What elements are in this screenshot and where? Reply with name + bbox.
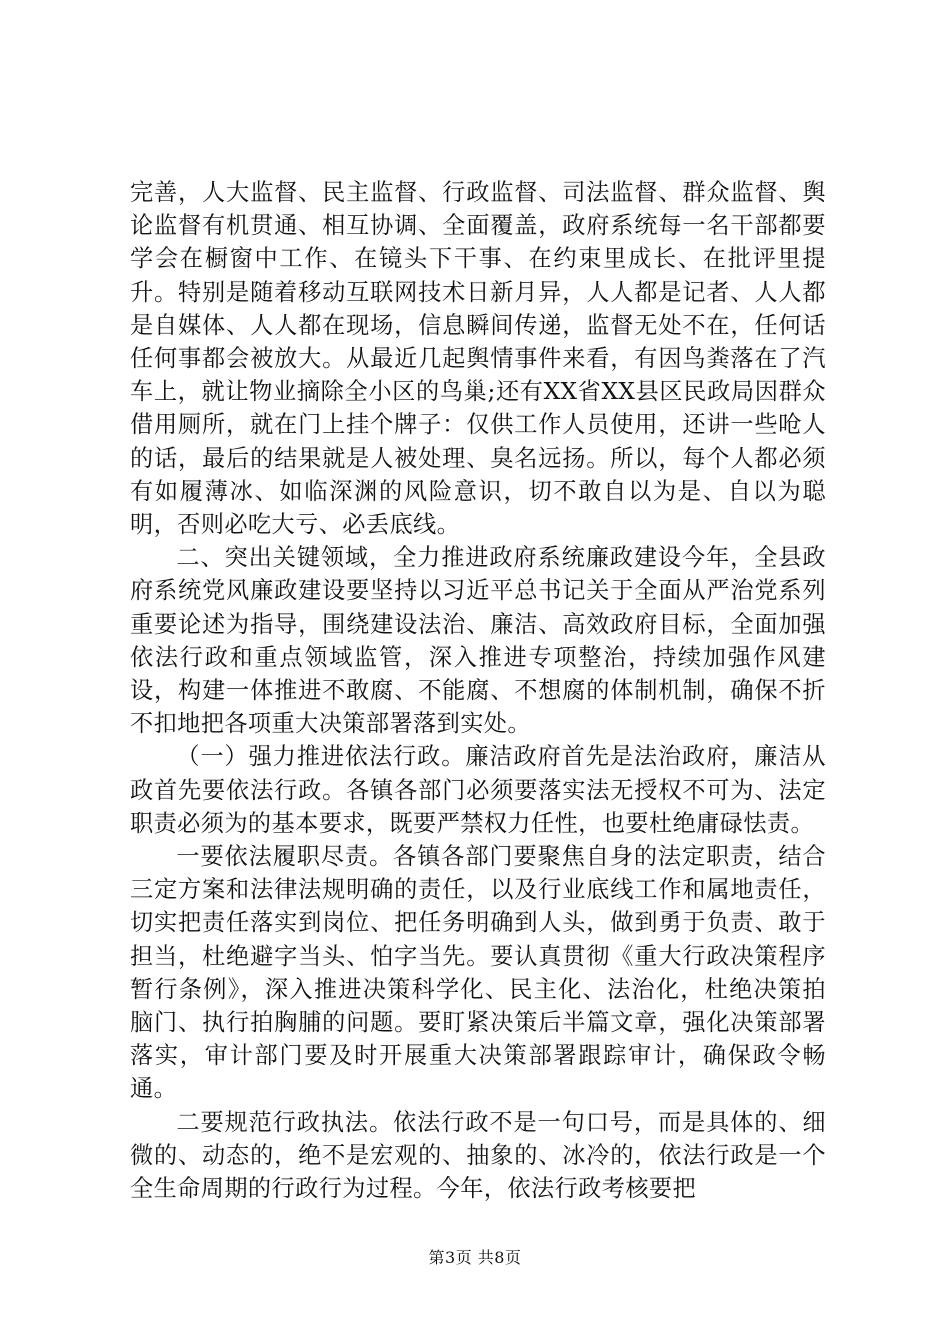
paragraph-continued: 完善，人大监督、民主监督、行政监督、司法监督、群众监督、舆论监督有机贯通、相互协调、全面覆盖，政府系统每一名干部都要学会在橱窗中工作、在镜头下干事、在约束里成长、在批评里提升。特别是随着移动互联网技术日新月异，人人都是记者、人人都是自媒体、人人都在现场，信息瞬间传递，监督无处不在，任何话任何事都会被放大。从最近几起舆情事件来看，有因鸟粪落在了汽车上，就让物业摘除全小区的鸟巢;还有XX省XX县区民政局因群众借用厕所，就在门上挂个牌子：仅供工作人员使用，还讲一些呛人的话，最后的结果就是人被处理、臭名远扬。所以，每个人都必须有如履薄冰、如临深渊的风险意识，切不敢自以为是、自以为聪明，否则必吃大亏、必丢底线。: [130, 179, 826, 539]
paragraph-point-two: 二要规范行政执法。依法行政不是一句口号，而是具体的、细微的、动态的，绝不是宏观的、抽象的、冰冷的，依法行政是一个全生命周期的行政行为过程。今年，依法行政考核要把: [130, 1108, 826, 1203]
paragraph-subsection: （一）强力推进依法行政。廉洁政府首先是法治政府，廉洁从政首先要依法行政。各镇各部门必须要落实法无授权不可为、法定职责必须为的基本要求，既要严禁权力任性，也要杜绝庸碌怯责。: [130, 743, 826, 837]
paragraph-point-one: 一要依法履职尽责。各镇各部门要聚焦自身的法定职责，结合三定方案和法律法规明确的责任，以及行业底线工作和属地责任，切实把责任落实到岗位、把任务明确到人头，做到勇于负责、敢于担当，杜绝避字当头、怕字当先。要认真贯彻《重大行政决策程序暂行条例》，深入推进决策科学化、民主化、法治化，杜绝决策拍脑门、执行拍胸脯的问题。要盯紧决策后半篇文章，强化决策部署落实，审计部门要及时开展重大决策部署跟踪审计，确保政令畅通。: [130, 843, 826, 1103]
paragraph-section-heading: 二、突出关键领域，全力推进政府系统廉政建设今年，全县政府系统党风廉政建设要坚持以习近平总书记关于全面从严治党系列重要论述为指导，围绕建设法治、廉洁、高效政府目标，全面加强依法行政和重点领域监管，深入推进专项整治，持续加强作风建设，构建一体推进不敢腐、不能腐、不想腐的体制机制，确保不折不扣地把各项重大决策部署落到实处。: [130, 544, 826, 738]
document-body: [130, 176, 826, 1205]
page-number-footer: 第3页 共8页: [428, 1248, 522, 1267]
